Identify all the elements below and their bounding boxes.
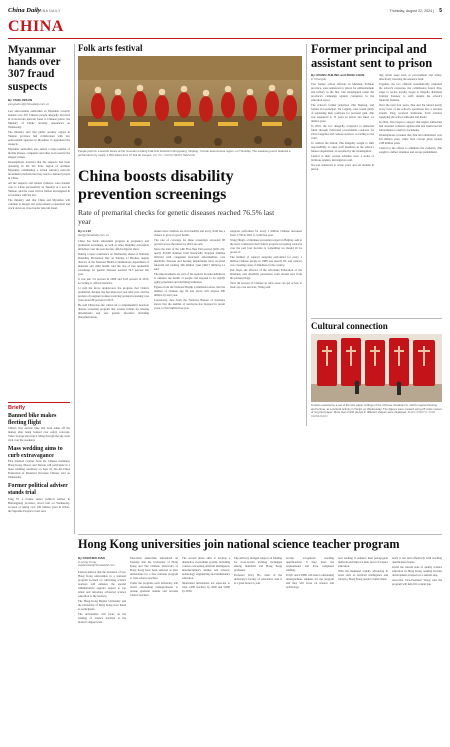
hk-top-rule (78, 534, 442, 535)
paragraph: Li said the move underscores the progress that China's premarital checkup rate has improved year after year, and the percent of pregnant women receiving prenatal screening rose from about 80 percent in 2013. (78, 286, 149, 302)
myanmar-byline (8, 98, 70, 106)
paragraph: In 2016, the two allegedly conspired to embezzle funds through fabricated procurement contracts for school supplies and canteen services, according to the court. (311, 124, 374, 140)
brief-title-bike: Banned bike makes fleeting flight (8, 413, 57, 426)
briefs (8, 402, 70, 513)
paragraph: Professor Terry Ho, chair of the university's faculty of education, said it is a great honor to join. (234, 573, 282, 585)
paragraph: ting rental areas such as procurement and safety, effectively lowering the sentence term. (379, 73, 442, 81)
photo-credit: ZHAO XINGYU / FOR CHINA DAILY (311, 410, 436, 418)
byline-email: lilei@chinadaily.com.cn (78, 233, 110, 237)
paragraph: To address the fallout, Zhu allegedly sought to shift responsibility to other staff members in the school's finance department, as revealed by the investigation. (311, 141, 374, 153)
paragraph: Investigations revealed that Zhu had embezzled over 6.6 million yuan, while Xu's corrupt gains totaled 2.98 million yuan. (379, 133, 442, 145)
prevention-col-2 (154, 229, 225, 311)
paragraph: The universities will focus on the training of science teachers at the master's degree level. (78, 612, 126, 624)
cultural-top-rule (311, 318, 442, 319)
masthead-rule (8, 38, 442, 39)
hk-col-6 (338, 556, 388, 582)
hk-col-5 (286, 556, 334, 590)
china-daily-logo: China Daily (8, 7, 41, 14)
paragraph: The rate of coverage for these screenings exceeded 98 percent across the nation by 2023, he said. (154, 238, 225, 246)
brief-text-bike: China's first electric bike had been taken off the market after being banned over safety concerns. Video footage showing it riding through the sky went viral over the weekend. (8, 426, 70, 443)
left-column-rule (74, 44, 75, 534)
hk-col-3 (182, 556, 230, 594)
folk-arts-photo (78, 56, 302, 148)
paragraph: Conversely, data from the National Bureau of Statistics shows that the number of newborns has dropped in recent years, to 9.02 million last year. (154, 298, 225, 310)
byline-name: By STEPHEN XIAN (78, 556, 105, 560)
principal-byline (311, 73, 374, 81)
center-column-rule (306, 44, 307, 426)
paragraph: China has made substantial progress in pregnancy and premarital screenings, as well as other disability prevention initiatives over the past decade, official figures show. (78, 239, 149, 251)
caption-text: People perform a Hanshi dance at the mountain Linfang Folk Arts Festival in Dongxiang, Xinjiang. Yunnan autonomous region, on Thursday. The weeklong event featured a performance by nearly 1,000 artists from 47 folk art troupes. (78, 149, 291, 157)
paragraph: All the suspects and related evidence were handed over to China successfully on Tuesday at a port in Yunnan, and the cases will be further investigated in accordance with the law. (8, 180, 70, 197)
paragraph: The school's former principal, Zhu Yuqiang, and former vice-principal, Xu Lugang, were found guilty of exploiting their positions for personal gain. Zhu was sentenced to 13 years in prison and fined 1.2 million yuan. (311, 103, 374, 123)
paragraph: Central to his efforts to eliminate the evidence, Zhu sought to deflect attention and escape punishment. (379, 146, 442, 154)
page-number: 5 (439, 7, 442, 14)
paragraph: Together, the two officials systematically exploited the school's resources, the commission found. Zhu, eager to secure loyalty, began to illegally distribute 'holiday bonuses' to staff, despite the school's financial burdens. (379, 82, 442, 102)
paragraph: Myanmar authorities also seized a large number of mobile phones, computers and other tools used in the alleged crimes. (8, 146, 70, 159)
myanmar-byline-name: By YANG ZEKUN (8, 97, 33, 102)
paragraph: ensure more children are born healthy and every child has a chance to grow in good health. (154, 229, 225, 237)
folk-arts-label: Folk arts festival (78, 43, 143, 53)
hk-col-4 (234, 556, 282, 586)
folk-arts-caption (78, 150, 302, 157)
photo-credit: LIU XU / CHINA NEWS SERVICE (152, 152, 196, 157)
paragraph: With the mainland rapidly advancing in areas such as artificial intelligence and robotics, Hong Kong needs to build talent. (338, 569, 388, 581)
myanmar-body (8, 109, 70, 210)
brief-title-adviser: Former political adviser stands trial (8, 483, 68, 496)
paragraph: He said China has also rolled out a comprehensive newborn disease screening program that screens infants for hearing impairments and rare genetic disorders including phenylketonuria. (78, 303, 149, 319)
hk-col-1 (78, 570, 126, 625)
byline-name: By LI LEI (78, 229, 91, 233)
briefly-heading: Briefly (8, 402, 70, 411)
paragraph: Figures from the National Health Commission show that the number of Chinese age 60 and above will surpass 300 million by next year. (154, 285, 225, 297)
byline-location: in Chengdu (311, 77, 327, 81)
paragraph: The ministry said that public security organs in Yunnan province had collaborated with law enforcement agencies in Myanmar to apprehend the suspects. (8, 129, 70, 146)
prevention-deck: Rate of premarital checks for genetic diseases reached 76.5% last year (78, 208, 275, 226)
paragraph: In 2022, Zhu began to suspect that higher authorities had obtained evidence against him and instructed his subordinates to destroy documents. (379, 120, 442, 132)
principal-headline: Former principal and assistant sent to prison (311, 42, 433, 70)
paragraph: surgeons performed for every 1 million Chinese increased from 1,750 in 2021 to 3,240 last year. (230, 229, 302, 237)
folk-arts-image (78, 56, 302, 148)
prevention-byline (78, 229, 150, 237)
myanmar-headline: Myanmar hands over 307 fraud suspects (8, 44, 61, 93)
paragraph: It was just 5.9 percent in 2008 and 61.8 percent in 2013, according to official statistics. (78, 277, 149, 285)
hk-byline (78, 556, 126, 568)
section-title: CHINA (8, 18, 64, 35)
paragraph: Shortlisted universities are expected to train 1,000 teachers by 2026 and 5,000 by 2030. (182, 581, 230, 593)
paragraph: The number of cataract surgeries performed for every 1 million Chinese people in 1988 was merely 83, and cataract was a leading cause of blindness in the country. (230, 255, 302, 267)
masthead-date: Thursday, August 22, 2024 | (389, 9, 434, 13)
paragraph: 'Now 96 percent of Chinese in rural areas can get access to basic eye care services,' Wang said. (230, 281, 302, 289)
paragraph: locally recognized teaching qualifications if they meet the requirements and have completed training. (286, 556, 334, 572)
paragraph: The Hong Kong Baptist University and the University of Hong Kong were listed as participants. (78, 599, 126, 611)
byline-email: stephenxian@chinadailyhk.com (78, 564, 115, 567)
cultural-image (311, 334, 442, 402)
myanmar-email: yangzekun@chinadaily.com.cn (8, 101, 50, 106)
byline-name: By HUANG ZHILING and ZENG CHAN (311, 73, 365, 77)
paragraph: teach it can deal effectively with teaching qualification issues. (392, 556, 442, 564)
paragraph: Law enforcement authorities in Myanmar recently handed over 307 Chinese people allegedly involved in cross-border telecom fraud to Chinese police, the Ministry of Public Security announced on Wednesday. (8, 108, 70, 129)
hk-headline: Hong Kong universities join national science teacher program (78, 537, 400, 551)
cultural-caption (311, 404, 442, 418)
paragraph: Two former school officials in Meishan, Sichuan province, were sentenced to prison for embezzlement and bribery in the first case investigated under the province's campaign against corruption in the education sector. (311, 82, 374, 102)
paragraph: The improvements are part of the nation's broader initiatives to enhance the health of people and respond to its rapidly aging population and declining birthrates. (154, 272, 225, 284)
paragraph: Pan Jiayu, the director of the All-China Federation of the Disabled, said disability prevention work should start from the prenatal stage. (230, 268, 302, 280)
hk-col-7 (392, 556, 442, 587)
hk-col-2 (130, 556, 178, 598)
paragraph: The ministry said that China and Myanmar will continue to deepen law enforcement cooperation and crack down on cross-border telecom fraud. (8, 197, 70, 210)
paragraph: Under the program, each university will enroll outstanding undergraduates to pursue graduate studies and become science teachers. (130, 581, 178, 597)
caption-text: Tourists experience a set of life-size paper cuttings of the Chinese character fu, which means blessing and fortune, at a cultural activity in Tianjin on Wednesday. The figures were created using 25 cubic meters of recycled paper. More than 2,000 pieces in different shapes were displayed. (311, 403, 442, 415)
principal-col-1 (311, 82, 374, 172)
masthead-edition: CHINA DAILY (36, 9, 61, 13)
paragraph: now seeking to enhance their pedagogical methods and improve their level of science education. (338, 556, 388, 568)
brief-text-wedding: Five hundred couples from the Chinese mainland, Hong Kong, Macao and Taiwan will participate in a mass wedding ceremony on Sept 22, the All-China Federation of Returned Overseas Chinese said on Wednesday. (8, 459, 70, 480)
cultural-photo (311, 334, 442, 402)
masthead (8, 6, 442, 18)
byline-location: in Hong Kong (78, 560, 97, 564)
paragraph: Given the current state of quality science education in Hong Kong, seeking broader development prospects is a natural step. (392, 565, 442, 577)
paragraph: During a news conference on Wednesday ahead of National Disability Prevention Day on Sunday, Li Baohua, deputy director of the National Health Commission's department of maternal and child health, said the rate of free premarital screenings for genetic diseases reached 76.5 percent last year. (78, 252, 149, 276)
paragraph: PolyU and CUHK will select outstanding undergraduate students for the program and they will focus on science and technology. (286, 573, 334, 589)
paragraph: Since the start of the 14th Five-Year Plan period (2021-25), nearly 65,000 children from financially strapped families afflicted with congenital structural abnormalities, rare metabolic diseases and hearing impairments have received financial aid totaling 346 million yuan ($49.7 million), Li said. (154, 247, 225, 271)
paragraph: Associate Vice-President Wong said the program will help fill a talent gap. (392, 578, 442, 586)
prevention-col-3 (230, 229, 302, 290)
paragraph: The second phase aims to develop a distinctive curriculum system, including courses concerning artificial intelligence, interdisciplinary studies and science, technology, engineering and mathematics education. (182, 556, 230, 580)
prevention-headline: China boosts disability prevention screenings (78, 168, 234, 203)
brief-text-adviser: Tang Yi, a former senior political adviser in Heilongjiang province, stood trial on Wednesday, accused of taking over 100 million yuan in bribes, the Supreme People's Court said. (8, 496, 70, 513)
brief-title-wedding: Mass wedding aims to curb extravagance (8, 446, 63, 459)
paragraph: The advisory pledged support on funding for cross-border learning exchanges among mainland and Hong Kong graduates. (234, 556, 282, 572)
paragraph: Xu was sentenced to seven years and six months in prison. (311, 163, 374, 171)
prevention-col-1 (78, 239, 149, 320)
cultural-label: Cultural connection (311, 321, 388, 331)
myanmar-story (8, 44, 70, 211)
paragraph: Wang Ningli, a blindness prevention expert in Beijing, said at the news conference that China's progress in treating cataracts over the past four decades is 'something we should all be proud of.' (230, 238, 302, 254)
principal-col-2 (379, 73, 442, 155)
paragraph: Experts believe that the inclusion of two Hong Kong universities in a national program focused on cultivating science teachers will enhance the special administrative region's appeal to top talent and introduce advanced science education to the territory. (78, 570, 126, 598)
paragraph: Education authorities announced on Tuesday that the University of Hong Kong and The Chinese University of Hong Kong have been selected as pilot universities for a new national program to train science teachers. (130, 556, 178, 580)
paragraph: Central to their corrupt schemes were a series of fictitious tenders, investigators said. (311, 154, 374, 162)
paragraph: Over the next four years, Zhu and Xu turned nearly every facet of the school's operations into a revenue stream. They received kickbacks from vendors supplying the school uniforms and meals. (379, 103, 442, 119)
paragraph: Investigations revealed that the suspects had been operating in the Wa State region of northern Myanmar, establishing a virtual currency network investment platform that they used to defraud people in China. (8, 159, 70, 180)
